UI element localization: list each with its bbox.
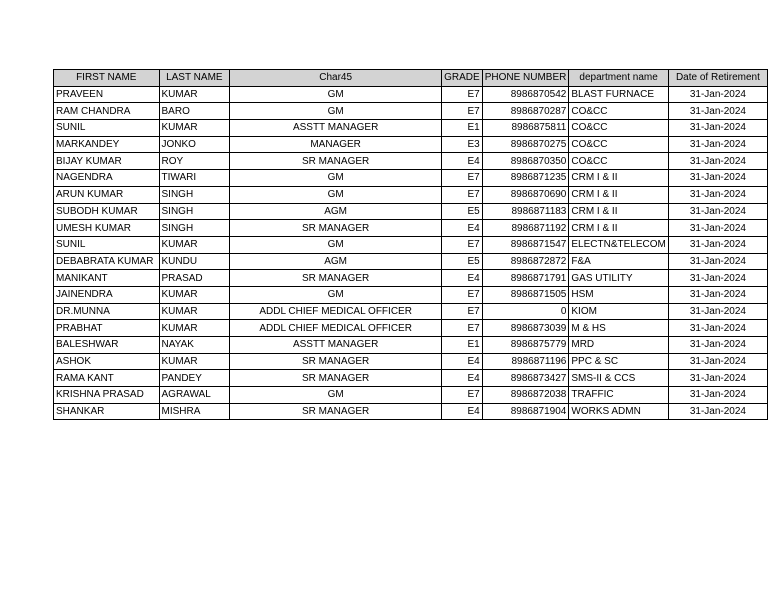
cell-grade: E1 <box>442 120 483 137</box>
header-char45: Char45 <box>230 70 442 87</box>
table-row <box>54 387 768 404</box>
retirement-table <box>53 69 768 420</box>
cell-char45: SR MANAGER <box>230 370 442 387</box>
cell-last-name: BARO <box>159 103 230 120</box>
cell-grade: E3 <box>442 136 483 153</box>
cell-phone-number: 8986870275 <box>482 136 569 153</box>
cell-char45: MANAGER <box>230 136 442 153</box>
cell-department-name: KIOM <box>569 303 668 320</box>
cell-first-name: SUNIL <box>54 120 160 137</box>
cell-grade: E4 <box>442 220 483 237</box>
table-row <box>54 320 768 337</box>
cell-date-of-retirement: 31-Jan-2024 <box>668 103 767 120</box>
table-row <box>54 370 768 387</box>
table-row <box>54 403 768 420</box>
cell-char45: GM <box>230 286 442 303</box>
cell-char45: SR MANAGER <box>230 153 442 170</box>
cell-phone-number: 8986870287 <box>482 103 569 120</box>
cell-phone-number: 8986875779 <box>482 337 569 354</box>
table-row <box>54 86 768 103</box>
cell-date-of-retirement: 31-Jan-2024 <box>668 186 767 203</box>
cell-grade: E7 <box>442 86 483 103</box>
cell-last-name: JONKO <box>159 136 230 153</box>
cell-department-name: CO&CC <box>569 153 668 170</box>
cell-grade: E7 <box>442 236 483 253</box>
cell-last-name: KUMAR <box>159 320 230 337</box>
cell-department-name: MRD <box>569 337 668 354</box>
cell-date-of-retirement: 31-Jan-2024 <box>668 337 767 354</box>
cell-date-of-retirement: 31-Jan-2024 <box>668 203 767 220</box>
cell-grade: E7 <box>442 286 483 303</box>
cell-date-of-retirement: 31-Jan-2024 <box>668 403 767 420</box>
cell-last-name: KUMAR <box>159 236 230 253</box>
cell-date-of-retirement: 31-Jan-2024 <box>668 120 767 137</box>
cell-char45: AGM <box>230 253 442 270</box>
cell-char45: SR MANAGER <box>230 353 442 370</box>
cell-char45: SR MANAGER <box>230 220 442 237</box>
cell-department-name: SMS-II & CCS <box>569 370 668 387</box>
cell-department-name: BLAST FURNACE <box>569 86 668 103</box>
cell-first-name: DR.MUNNA <box>54 303 160 320</box>
cell-department-name: WORKS ADMN <box>569 403 668 420</box>
cell-department-name: CRM I & II <box>569 170 668 187</box>
table-row <box>54 286 768 303</box>
cell-phone-number: 8986872872 <box>482 253 569 270</box>
cell-last-name: SINGH <box>159 186 230 203</box>
cell-phone-number: 8986871791 <box>482 270 569 287</box>
cell-department-name: TRAFFIC <box>569 387 668 404</box>
cell-first-name: PRABHAT <box>54 320 160 337</box>
cell-grade: E4 <box>442 403 483 420</box>
cell-char45: AGM <box>230 203 442 220</box>
cell-first-name: BIJAY KUMAR <box>54 153 160 170</box>
cell-phone-number: 8986871183 <box>482 203 569 220</box>
cell-department-name: M & HS <box>569 320 668 337</box>
table-row <box>54 337 768 354</box>
cell-department-name: GAS UTILITY <box>569 270 668 287</box>
table-row <box>54 203 768 220</box>
cell-department-name: ELECTN&TELECOM <box>569 236 668 253</box>
cell-phone-number: 8986873039 <box>482 320 569 337</box>
cell-department-name: PPC & SC <box>569 353 668 370</box>
cell-phone-number: 8986872038 <box>482 387 569 404</box>
cell-char45: GM <box>230 387 442 404</box>
header-date-of-retirement: Date of Retirement <box>668 70 767 87</box>
cell-char45: ADDL CHIEF MEDICAL OFFICER <box>230 320 442 337</box>
cell-grade: E7 <box>442 303 483 320</box>
cell-date-of-retirement: 31-Jan-2024 <box>668 153 767 170</box>
cell-first-name: ASHOK <box>54 353 160 370</box>
cell-department-name: HSM <box>569 286 668 303</box>
cell-last-name: PRASAD <box>159 270 230 287</box>
cell-char45: SR MANAGER <box>230 270 442 287</box>
cell-date-of-retirement: 31-Jan-2024 <box>668 236 767 253</box>
header-first-name: FIRST NAME <box>54 70 160 87</box>
cell-char45: GM <box>230 86 442 103</box>
cell-last-name: SINGH <box>159 203 230 220</box>
cell-grade: E4 <box>442 270 483 287</box>
cell-date-of-retirement: 31-Jan-2024 <box>668 136 767 153</box>
cell-grade: E5 <box>442 203 483 220</box>
cell-grade: E5 <box>442 253 483 270</box>
cell-phone-number: 8986870542 <box>482 86 569 103</box>
cell-char45: GM <box>230 186 442 203</box>
cell-phone-number: 8986870690 <box>482 186 569 203</box>
cell-first-name: UMESH KUMAR <box>54 220 160 237</box>
cell-grade: E7 <box>442 103 483 120</box>
cell-last-name: NAYAK <box>159 337 230 354</box>
cell-last-name: TIWARI <box>159 170 230 187</box>
cell-first-name: SUBODH KUMAR <box>54 203 160 220</box>
cell-date-of-retirement: 31-Jan-2024 <box>668 170 767 187</box>
cell-date-of-retirement: 31-Jan-2024 <box>668 353 767 370</box>
cell-grade: E1 <box>442 337 483 354</box>
cell-last-name: AGRAWAL <box>159 387 230 404</box>
cell-phone-number: 8986871547 <box>482 236 569 253</box>
cell-char45: GM <box>230 170 442 187</box>
cell-department-name: CO&CC <box>569 136 668 153</box>
cell-char45: ASSTT MANAGER <box>230 120 442 137</box>
cell-char45: GM <box>230 236 442 253</box>
table-row <box>54 253 768 270</box>
header-row <box>54 70 768 87</box>
cell-char45: ASSTT MANAGER <box>230 337 442 354</box>
cell-last-name: KUNDU <box>159 253 230 270</box>
cell-grade: E7 <box>442 170 483 187</box>
cell-char45: SR MANAGER <box>230 403 442 420</box>
cell-last-name: MISHRA <box>159 403 230 420</box>
cell-grade: E4 <box>442 353 483 370</box>
table-row <box>54 236 768 253</box>
cell-first-name: SHANKAR <box>54 403 160 420</box>
cell-first-name: MANIKANT <box>54 270 160 287</box>
table-row <box>54 120 768 137</box>
cell-phone-number: 8986873427 <box>482 370 569 387</box>
header-grade: GRADE <box>442 70 483 87</box>
cell-last-name: SINGH <box>159 220 230 237</box>
table-row <box>54 186 768 203</box>
cell-last-name: KUMAR <box>159 286 230 303</box>
table-row <box>54 136 768 153</box>
cell-date-of-retirement: 31-Jan-2024 <box>668 253 767 270</box>
cell-grade: E4 <box>442 153 483 170</box>
cell-department-name: F&A <box>569 253 668 270</box>
cell-date-of-retirement: 31-Jan-2024 <box>668 86 767 103</box>
cell-phone-number: 8986871192 <box>482 220 569 237</box>
cell-first-name: JAINENDRA <box>54 286 160 303</box>
header-last-name: LAST NAME <box>159 70 230 87</box>
cell-first-name: DEBABRATA KUMAR <box>54 253 160 270</box>
cell-last-name: KUMAR <box>159 86 230 103</box>
cell-first-name: ARUN KUMAR <box>54 186 160 203</box>
table-row <box>54 170 768 187</box>
cell-first-name: MARKANDEY <box>54 136 160 153</box>
cell-last-name: ROY <box>159 153 230 170</box>
cell-date-of-retirement: 31-Jan-2024 <box>668 270 767 287</box>
cell-department-name: CRM I & II <box>569 203 668 220</box>
table-row <box>54 153 768 170</box>
cell-grade: E7 <box>442 320 483 337</box>
cell-char45: GM <box>230 103 442 120</box>
table-row <box>54 220 768 237</box>
cell-last-name: PANDEY <box>159 370 230 387</box>
table-body <box>54 86 768 420</box>
cell-phone-number: 8986875811 <box>482 120 569 137</box>
cell-date-of-retirement: 31-Jan-2024 <box>668 320 767 337</box>
cell-grade: E4 <box>442 370 483 387</box>
cell-phone-number: 8986871505 <box>482 286 569 303</box>
table-row <box>54 103 768 120</box>
cell-last-name: KUMAR <box>159 120 230 137</box>
cell-department-name: CO&CC <box>569 103 668 120</box>
cell-last-name: KUMAR <box>159 303 230 320</box>
cell-department-name: CRM I & II <box>569 186 668 203</box>
table-row <box>54 303 768 320</box>
cell-grade: E7 <box>442 387 483 404</box>
cell-phone-number: 8986871904 <box>482 403 569 420</box>
cell-phone-number: 8986871235 <box>482 170 569 187</box>
cell-first-name: BALESHWAR <box>54 337 160 354</box>
cell-first-name: RAMA KANT <box>54 370 160 387</box>
table-row <box>54 270 768 287</box>
cell-last-name: KUMAR <box>159 353 230 370</box>
table-row <box>54 353 768 370</box>
cell-phone-number: 0 <box>482 303 569 320</box>
cell-grade: E7 <box>442 186 483 203</box>
cell-char45: ADDL CHIEF MEDICAL OFFICER <box>230 303 442 320</box>
header-department-name: department name <box>569 70 668 87</box>
cell-first-name: KRISHNA PRASAD <box>54 387 160 404</box>
cell-first-name: PRAVEEN <box>54 86 160 103</box>
cell-date-of-retirement: 31-Jan-2024 <box>668 370 767 387</box>
cell-department-name: CRM I & II <box>569 220 668 237</box>
cell-phone-number: 8986871196 <box>482 353 569 370</box>
cell-date-of-retirement: 31-Jan-2024 <box>668 286 767 303</box>
header-phone-number: PHONE NUMBER <box>482 70 569 87</box>
cell-department-name: CO&CC <box>569 120 668 137</box>
cell-date-of-retirement: 31-Jan-2024 <box>668 303 767 320</box>
cell-date-of-retirement: 31-Jan-2024 <box>668 387 767 404</box>
cell-first-name: SUNIL <box>54 236 160 253</box>
cell-date-of-retirement: 31-Jan-2024 <box>668 220 767 237</box>
cell-first-name: NAGENDRA <box>54 170 160 187</box>
cell-first-name: RAM CHANDRA <box>54 103 160 120</box>
cell-phone-number: 8986870350 <box>482 153 569 170</box>
